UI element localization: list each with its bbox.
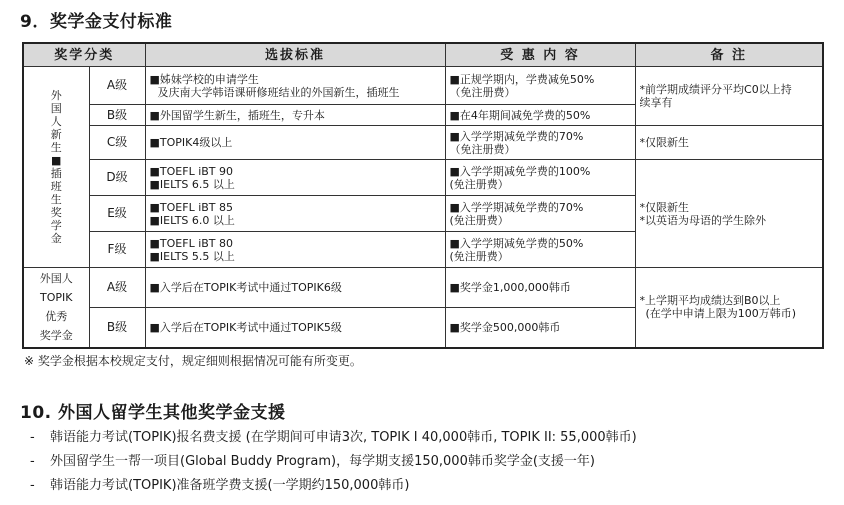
level-cell: C级 bbox=[89, 126, 145, 160]
benefit-cell: ■入学学期减免学费的100% (免注册费） bbox=[445, 160, 635, 196]
benefit-cell: ■在4年期间减免学费的50% bbox=[445, 105, 635, 126]
table-header-row bbox=[23, 43, 823, 67]
benefit-cell: ■奖学金1,000,000韩币 bbox=[445, 268, 635, 308]
remark-cell: *前学期成绩评分平均C0以上持 续享有 bbox=[635, 67, 823, 126]
benefit-cell: ■入学学期减免学费的70% （免注册费） bbox=[445, 126, 635, 160]
level-cell: B级 bbox=[89, 105, 145, 126]
remark-cell: *仅限新生 bbox=[635, 126, 823, 160]
level-cell: E级 bbox=[89, 196, 145, 232]
criteria-cell: ■TOEFL iBT 80 ■IELTS 5.5 以上 bbox=[145, 232, 445, 268]
level-cell: D级 bbox=[89, 160, 145, 196]
criteria-cell: ■入学后在TOPIK考试中通过TOPIK6级 bbox=[145, 268, 445, 308]
benefit-cell: ■奖学金500,000韩币 bbox=[445, 308, 635, 348]
level-cell: A级 bbox=[89, 268, 145, 308]
section-10-title: 10. 外国人留学生其他奖学金支援 bbox=[20, 403, 286, 423]
table-row bbox=[23, 67, 823, 105]
level-cell: B级 bbox=[89, 308, 145, 348]
criteria-cell: ■姊妹学校的申请学生 及庆南大学韩语课研修班结业的外国新生，插班生 bbox=[145, 67, 445, 105]
footnote: ※ 奖学金根据本校规定支付，规定细则根据情况可能有所变更。 bbox=[24, 354, 362, 368]
list-item: - 韩语能力考试(TOPIK)准备班学费支援(一学期约150,000韩币) bbox=[30, 478, 410, 493]
other-scholarship-list bbox=[30, 428, 637, 500]
section-9-title: 9．奖学金支付标准 bbox=[20, 12, 173, 32]
table-row bbox=[23, 160, 823, 196]
level-cell: F级 bbox=[89, 232, 145, 268]
group-topik-label: 外国人 TOPIK 优秀 奖学金 bbox=[23, 268, 89, 348]
header-category: 奖学分类 bbox=[23, 43, 145, 67]
level-cell: A级 bbox=[89, 67, 145, 105]
criteria-cell: ■TOPIK4级以上 bbox=[145, 126, 445, 160]
list-item: - 韩语能力考试(TOPIK)报名费支援 (在学期间可申请3次, TOPIK I 40,000韩币, TOPIK II: 55,000韩币) bbox=[30, 430, 637, 445]
group-new-transfer-label: 外 国 人 新 生 ■ 插 班 生 奖 学 金 bbox=[23, 67, 89, 268]
criteria-cell: ■入学后在TOPIK考试中通过TOPIK5级 bbox=[145, 308, 445, 348]
criteria-cell: ■外国留学生新生，插班生，专升本 bbox=[145, 105, 445, 126]
benefit-cell: ■入学学期减免学费的70% (免注册费） bbox=[445, 196, 635, 232]
criteria-cell: ■TOEFL iBT 90 ■IELTS 6.5 以上 bbox=[145, 160, 445, 196]
remark-cell: *仅限新生 *以英语为母语的学生除外 bbox=[635, 160, 823, 268]
criteria-cell: ■TOEFL iBT 85 ■IELTS 6.0 以上 bbox=[145, 196, 445, 232]
list-item: - 外国留学生一帮一项目(Global Buddy Program)，每学期支援150,000韩币奖学金(支援一年) bbox=[30, 454, 595, 469]
benefit-cell: ■正规学期内，学费减免50% （免注册费） bbox=[445, 67, 635, 105]
header-remarks: 备 注 bbox=[635, 43, 823, 67]
table-row bbox=[23, 268, 823, 308]
scholarship-table bbox=[22, 42, 824, 349]
header-criteria: 选拔标准 bbox=[145, 43, 445, 67]
remark-cell: *上学期平均成绩达到B0以上 (在学中申请上限为100万韩币) bbox=[635, 268, 823, 348]
header-benefit: 受 惠 内 容 bbox=[445, 43, 635, 67]
benefit-cell: ■入学学期减免学费的50% (免注册费） bbox=[445, 232, 635, 268]
table-row bbox=[23, 126, 823, 160]
